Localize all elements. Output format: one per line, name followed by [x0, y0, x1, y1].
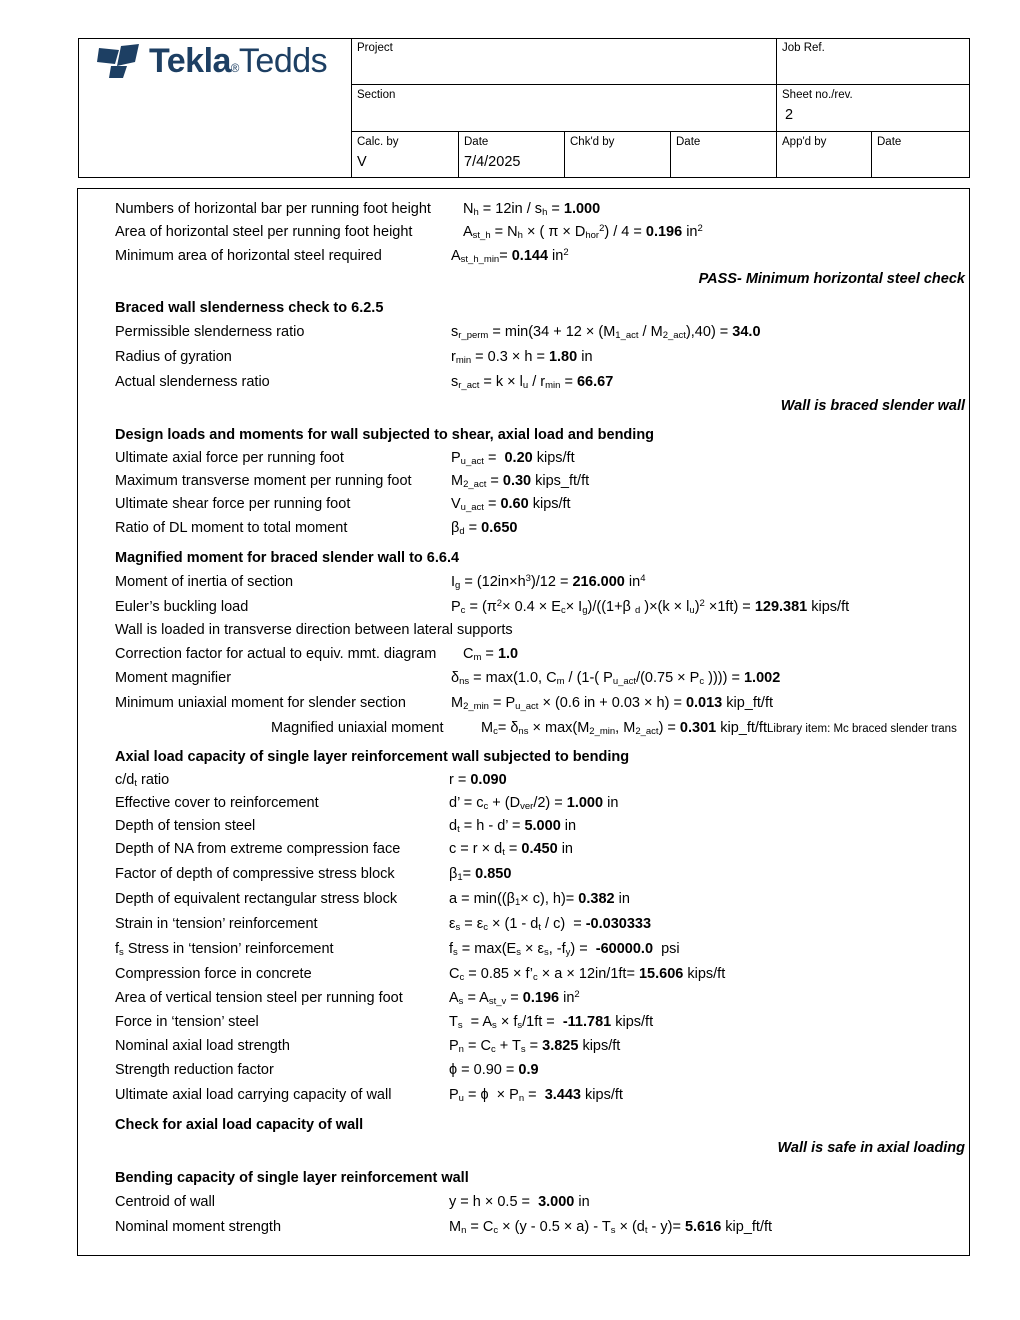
- calc-row-as: [78, 987, 971, 1009]
- calc-row-fs: [78, 938, 971, 960]
- delta-ns-value: 1.002: [743, 670, 781, 686]
- sheet-cell: [776, 84, 970, 131]
- row-label: Permissible slenderness ratio: [115, 324, 305, 340]
- c-value: 0.450: [521, 841, 558, 857]
- row-formula: $\beta_d = 0.650$: [451, 520, 518, 537]
- row-formula: $a = \min((\beta_1\times c)$, h)= 0.382 in: [449, 891, 630, 908]
- section-heading-2: [78, 424, 971, 446]
- row-label: Depth of equivalent rectangular stress block: [115, 891, 398, 907]
- row-label: Actual slenderness ratio: [115, 374, 270, 390]
- row-label: Strength reduction factor: [115, 1062, 274, 1078]
- row-formula: $s_{r\_act} = k \times l_u / r_{min} = 66.67$: [451, 374, 614, 391]
- d-prime-value: 1.000: [566, 795, 604, 811]
- row-formula: $s_{r\_perm} = \min(34 + 12 \times (M_{1\_act} / M_{2\_act}),40) = 34.0$: [451, 324, 761, 341]
- calc-row-nh: [78, 198, 971, 220]
- heading-text: Axial load capacity of single layer reinforcement wall subjected to bending: [115, 749, 630, 765]
- row-label: Area of vertical tension steel per running foot: [115, 990, 403, 1006]
- row-label: Ratio of DL moment to total moment: [115, 520, 348, 536]
- calc-row-sr-act: [78, 371, 971, 393]
- row-label: Ultimate axial load carrying capacity of wall: [115, 1087, 392, 1103]
- row-label: Ultimate axial force per running foot: [115, 450, 344, 466]
- row-label: Minimum uniaxial moment for slender section: [115, 695, 406, 711]
- row-formula: r = 0.090: [449, 772, 507, 788]
- mn-value: 5.616: [684, 1219, 722, 1235]
- appd-label: App'd by: [782, 136, 827, 148]
- sheet-value: 2: [785, 107, 794, 123]
- row-formula: $d_t = h - d$’ = 5.000 in: [449, 818, 577, 835]
- row-formula: y = h × 0.5 = 3.000 in: [449, 1194, 590, 1210]
- ts-value: -11.781: [562, 1014, 612, 1030]
- heading-text: Check for axial load capacity of wall: [115, 1117, 364, 1133]
- calc-row-y: [78, 1191, 971, 1213]
- rmin-value: 1.80: [548, 349, 578, 365]
- sheet-label: Sheet no./rev.: [782, 89, 853, 101]
- section-heading-1: [78, 297, 971, 319]
- row-formula: $N_h = 12in / s_h = 1.000$: [463, 201, 601, 218]
- row-formula: $M_n = C_c \times (y - 0.5 \times a) - T_s \times (d_t - y)= 5.616$ kip_ft/ft: [449, 1219, 773, 1236]
- section-cell: [351, 84, 777, 131]
- jobref-cell: [776, 38, 970, 84]
- calc-row-delta-ns: [78, 667, 971, 689]
- jobref-label: Job Ref.: [782, 42, 825, 54]
- calc-row-mn: [78, 1216, 971, 1238]
- row-label: Ultimate shear force per running foot: [115, 496, 351, 512]
- row-label: Force in ‘tension’ steel: [115, 1014, 259, 1030]
- vu-act-value: 0.60: [500, 496, 529, 512]
- calc-row-cm: [78, 643, 971, 665]
- sheet-header: [78, 38, 970, 178]
- sr-perm-value: 34.0: [732, 324, 761, 340]
- calc-row-m2-act: [78, 470, 971, 492]
- calc-row-ts: [78, 1011, 971, 1033]
- calc-row-dt: [78, 815, 971, 837]
- date2-label: Date: [676, 136, 701, 148]
- row-formula: $A_{st\_h} = N_h$ × ( $\pi \times D_{hor}^2) / 4 = 0.196$ $in^2$: [463, 223, 703, 241]
- row-formula: $P_n = C_c + T_s = 3.825$ kips/ft: [449, 1038, 621, 1055]
- beta-d-value: 0.650: [481, 520, 518, 536]
- row-formula: $f_s = \max(E_s \times \varepsilon_s$, $-f_y) = -60000.0$ psi: [449, 941, 680, 958]
- project-cell: [351, 38, 777, 84]
- heading-text: Design loads and moments for wall subjected to shear, axial load and bending: [115, 427, 655, 443]
- date3-label: Date: [877, 136, 902, 148]
- row-label: Strain in ‘tension’ reinforcement: [115, 916, 318, 932]
- row-formula: $C_m = 1.0$: [463, 646, 519, 663]
- row-label: Euler’s buckling load: [115, 599, 249, 615]
- row-label: Maximum transverse moment per running foot: [115, 473, 412, 489]
- section-heading-5: [78, 1114, 971, 1136]
- cm-value: 1.0: [497, 646, 519, 662]
- pass-row-1: [78, 268, 971, 290]
- row-formula: $I_g = (12in\times h^3)/12 = 216.000$ $in^4$: [451, 573, 646, 591]
- row-formula: d’ = $c_c + (D_{ver}/2) = 1.000$ in: [449, 795, 619, 812]
- row-label: Moment magnifier: [115, 670, 232, 686]
- row-formula: $c = r \times d_t = 0.450$ in: [449, 841, 573, 858]
- heading-text: Magnified moment for braced slender wall to 6.6.4: [115, 550, 460, 566]
- pass-row-3: [78, 1137, 971, 1159]
- row-formula: $T_s = A_s \times f_s/1ft = -11.781$ kips/ft: [449, 1014, 654, 1031]
- date2-cell: [670, 131, 777, 178]
- beta1-value: 0.850: [475, 866, 512, 882]
- calcby-cell: [351, 131, 458, 178]
- row-formula: $V_{u\_act} = 0.60$ kips/ft: [451, 496, 571, 513]
- calc-row-sr-perm: [78, 321, 971, 343]
- date-cell: [458, 131, 565, 178]
- row-label: Effective cover to reinforcement: [115, 795, 319, 811]
- row-formula: $P_c = (\pi^2\times 0.4 \times E_c\times I_g)/((1+\beta$ $_d$ )$\times(k \times l_u)^2 \times 1ft) = 129.381$ kips/ft: [451, 598, 850, 616]
- r-value: 0.090: [470, 772, 507, 788]
- calc-row-pu: [78, 1084, 971, 1106]
- calc-row-a: [78, 888, 971, 910]
- row-formula: $M_{2\_min} = P_{u\_act} \times (0.6$ in + 0.03 × h) = 0.013 kip_ft/ft: [451, 695, 774, 712]
- calcby-label: Calc. by: [357, 136, 399, 148]
- calc-row-ig: [78, 571, 971, 593]
- row-formula: $r_{min} = 0.3 \times h = 1.80$ in: [451, 349, 593, 366]
- date3-cell: [871, 131, 970, 178]
- row-label: Area of horizontal steel per running foot height: [115, 224, 413, 240]
- row-formula: $\delta_{ns} = \max(1.0$, $C_m / (1-$( $P_{u\_act}/(0.75 \times P_c$ )))) = 1.002: [451, 670, 781, 687]
- row-label: Correction factor for actual to equiv. mmt. diagram: [115, 646, 437, 662]
- row-label: Numbers of horizontal bar per running foot height: [115, 201, 431, 217]
- calc-body: [77, 188, 970, 1256]
- calc-row-pu-act: [78, 447, 971, 469]
- row-label: Minimum area of horizontal steel required: [115, 248, 382, 264]
- dt-value: 5.000: [524, 818, 561, 834]
- phi-value: 0.9: [518, 1062, 539, 1078]
- row-formula: $P_{u\_act} = 0.20$ kips/ft: [451, 450, 575, 467]
- row-formula: $A_s = A_{st\_v} = 0.196$ $in^2$: [449, 989, 580, 1007]
- row-label: $f_s$ Stress in ‘tension’ reinforcement: [115, 941, 334, 958]
- pass-text: PASS- Minimum horizontal steel check: [698, 271, 965, 287]
- calc-row-pn: [78, 1035, 971, 1057]
- calc-row-cc: [78, 963, 971, 985]
- calc-row-ast-h: [78, 221, 971, 243]
- pass-row-2: [78, 395, 971, 417]
- pass-text: Wall is braced slender wall: [780, 398, 965, 414]
- fs-value: -60000.0: [595, 941, 654, 957]
- row-formula: $P_u = \phi \times P_n = 3.443$ kips/ft: [449, 1087, 623, 1104]
- logo-registered: ®: [230, 63, 239, 75]
- library-item-note: Library item: Mc braced slender trans: [767, 723, 957, 735]
- calc-row-c: [78, 838, 971, 860]
- calc-row-vu-act: [78, 493, 971, 515]
- project-label: Project: [357, 42, 393, 54]
- row-label: $c/d_t$ ratio: [115, 772, 170, 789]
- row-formula: ϕ = 0.90 = 0.9: [449, 1062, 539, 1078]
- row-label: Radius of gyration: [115, 349, 232, 365]
- row-formula: $\beta_1= 0.850$: [449, 866, 512, 883]
- row-label: Compression force in concrete: [115, 966, 312, 982]
- section-heading-3: [78, 547, 971, 569]
- m2-act-value: 0.30: [502, 473, 532, 489]
- row-formula: $M_{2\_act} = 0.30$ kips_ft/ft: [451, 473, 590, 490]
- pu-act-value: 0.20: [504, 450, 533, 466]
- eps-s-value: -0.030333: [585, 916, 652, 932]
- nh-value: 1.000: [563, 201, 601, 217]
- heading-text: Braced wall slenderness check to 6.2.5: [115, 300, 384, 316]
- calc-row-r: [78, 769, 971, 791]
- mc-value: 0.301: [679, 720, 717, 736]
- appd-cell: [776, 131, 871, 178]
- pu-value: 3.443: [544, 1087, 581, 1103]
- heading-text: Bending capacity of single layer reinforcement wall: [115, 1170, 469, 1186]
- logo-text-bold: Tekla: [149, 42, 231, 80]
- logo-text-light: Tedds: [238, 42, 328, 80]
- row-formula: $\varepsilon_s = \varepsilon_c \times (1 - d_t / c) = -0.030333$: [449, 916, 652, 933]
- calc-row-phi: [78, 1059, 971, 1081]
- ast-h-min-value: 0.144: [511, 248, 549, 264]
- m2-min-value: 0.013: [685, 695, 723, 711]
- calc-row-mc: [78, 717, 971, 739]
- section-heading-6: [78, 1167, 971, 1189]
- section-heading-4: [78, 746, 971, 768]
- row-label: Magnified uniaxial moment: [271, 720, 444, 736]
- pn-value: 3.825: [542, 1038, 579, 1054]
- row-label: Depth of tension steel: [115, 818, 256, 834]
- chkd-cell: [564, 131, 671, 178]
- row-label: Nominal axial load strength: [115, 1038, 290, 1054]
- ast-h-value: 0.196: [645, 224, 683, 240]
- calc-row-m2-min: [78, 692, 971, 714]
- sr-act-value: 66.67: [576, 374, 614, 390]
- tekla-logo-icon: [97, 44, 141, 80]
- row-label: Centroid of wall: [115, 1194, 215, 1210]
- row-label: Depth of NA from extreme compression face: [115, 841, 401, 857]
- calcby-value: V: [357, 154, 367, 170]
- date-label: Date: [464, 136, 489, 148]
- row-formula: $C_c = 0.85$ × $f’_c \times a \times 12in/1ft= 15.606$ kips/ft: [449, 966, 726, 983]
- row-label: Wall is loaded in transverse direction between lateral supports: [115, 622, 513, 638]
- chkd-label: Chk'd by: [570, 136, 615, 148]
- calc-row-beta-d: [78, 517, 971, 539]
- y-value: 3.000: [538, 1194, 575, 1210]
- row-label: Factor of depth of compressive stress block: [115, 866, 395, 882]
- calc-row-pc: [78, 596, 971, 618]
- pass-text: Wall is safe in axial loading: [777, 1140, 965, 1156]
- as-value: 0.196: [522, 990, 560, 1006]
- calc-row-rmin: [78, 346, 971, 368]
- cc-value: 15.606: [638, 966, 684, 982]
- date-value: 7/4/2025: [464, 154, 521, 170]
- pc-value: 129.381: [754, 599, 808, 615]
- row-formula: $A_{st\_h\_min}= 0.144$ $in^2$: [451, 247, 569, 265]
- row-formula: $M_c= \delta_{ns} \times \max(M_{2\_min}$, $M_{2\_act}) = 0.301$ kip_ft/ftLibrary item: Mc braced slender trans: [481, 720, 957, 737]
- tekla-tedds-logo: [97, 42, 337, 82]
- row-label: Moment of inertia of section: [115, 574, 294, 590]
- calc-row-ast-h-min: [78, 245, 971, 267]
- calc-row-beta1: [78, 863, 971, 885]
- row-label: Nominal moment strength: [115, 1219, 282, 1235]
- section-label: Section: [357, 89, 396, 101]
- calc-row-note: [78, 619, 971, 641]
- a-value: 0.382: [578, 891, 615, 907]
- calc-row-d-prime: [78, 792, 971, 814]
- calc-row-eps-s: [78, 913, 971, 935]
- ig-value: 216.000: [572, 574, 625, 590]
